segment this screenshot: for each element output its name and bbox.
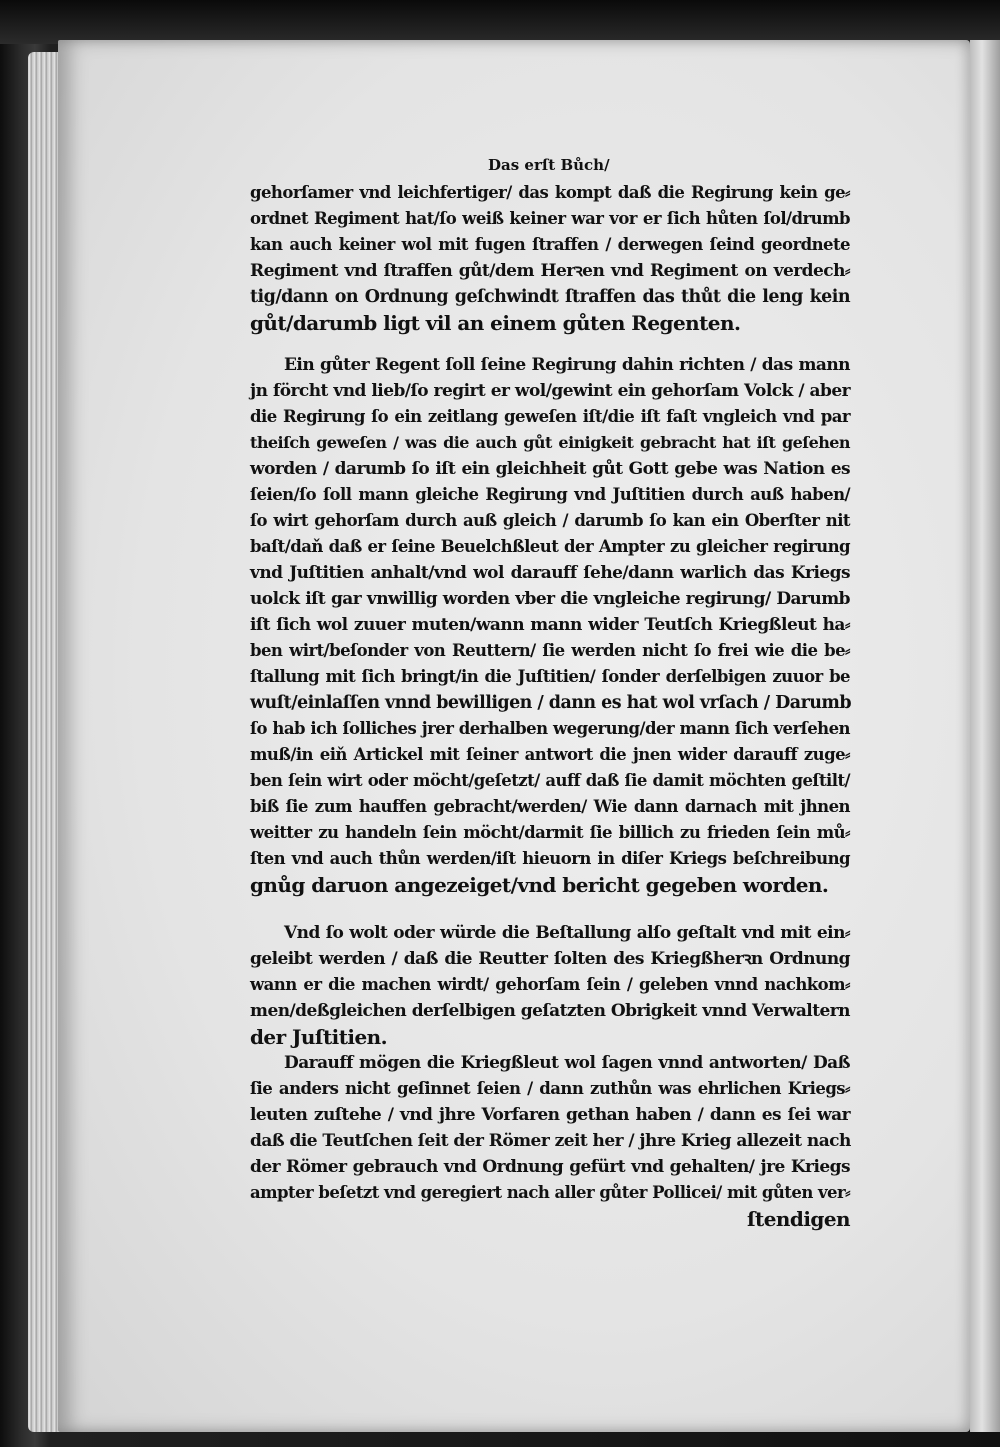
facing-page-edge <box>970 40 1000 1432</box>
text-line: ſeien/ſo ſoll mann gleiche Regirung vnd Juſtitien durch auß haben/ <box>250 485 850 504</box>
text-line: ſo hab ich ſolliches jrer derhalben wegerung/der mann ſich verſehen <box>250 719 850 738</box>
text-line: ſo wirt gehorſam durch auß gleich / darumb ſo kan ein Oberſter nit <box>250 511 850 530</box>
text-line: ordnet Regiment hat/ſo weiß keiner war vor er ſich hůten ſol/drumb <box>250 209 850 228</box>
text-line: gnůg daruon angezeiget/vnd bericht gegeben worden. <box>250 873 829 897</box>
catchword: ſtendigen <box>747 1207 850 1231</box>
text-line: weitter zu handeln ſein möcht/darmit ſie billich zu frieden ſein mů⸗ <box>250 823 850 842</box>
paragraph-1 <box>250 180 850 336</box>
text-line: geleibt werden / daß die Reutter ſolten des Kriegßherꝛn Ordnung <box>250 949 850 969</box>
text-line: Darauff mögen die Kriegßleut wol ſagen vnnd antworten/ Daß <box>284 1053 850 1073</box>
text-line: daß die Teutſchen ſeit der Römer zeit her / jhre Krieg allezeit nach <box>250 1131 851 1151</box>
text-line: jn förcht vnd lieb/ſo regirt er wol/gewint ein gehorſam Volck / aber <box>250 381 850 401</box>
text-line: ſten vnd auch thůn werden/iſt hieuorn in diſer Kriegs beſchreibung <box>250 849 850 868</box>
text-line: gehorſamer vnd leichfertiger/ das kompt daß die Regirung kein ge⸗ <box>250 183 850 202</box>
text-line: kan auch keiner wol mit fugen ſtraffen / derwegen ſeind geordnete <box>250 235 850 254</box>
text-line: wuſt/einlaſſen vnnd bewilligen / dann es hat wol vrſach / Darumb <box>250 693 852 713</box>
running-head: Das erſt Bůch/ <box>488 156 610 174</box>
paragraph-4 <box>250 1050 850 1232</box>
text-line: muß/in eiň Artickel mit ſeiner antwort die jnen wider darauff zuge⸗ <box>250 745 850 764</box>
text-line: leuten zuſtehe / vnd jhre Vorfaren gethan haben / dann es ſei war <box>250 1105 850 1125</box>
text-line: vnd Juſtitien anhalt/vnd wol darauff ſehe/dann warlich das Kriegs <box>250 563 850 583</box>
text-line: uolck iſt gar vnwillig worden vber die vngleiche regirung/ Darumb <box>250 589 850 609</box>
text-line: tig/dann on Ordnung geſchwindt ſtraffen das thůt die leng kein <box>250 287 850 307</box>
text-line: ſtallung mit ſich bringt/in die Juſtitien/ ſonder derſelbigen zuuor be <box>250 667 850 686</box>
text-line: wann er die machen wirdt/ gehorſam ſein / geleben vnnd nachkom⸗ <box>250 975 850 994</box>
text-line: ſie anders nicht geſinnet ſeien / dann zuthůn was ehrlichen Kriegs⸗ <box>250 1079 850 1098</box>
text-line: iſt ſich wol zuuer muten/wann mann wider Teutſch Kriegßleut ha⸗ <box>250 615 850 635</box>
paragraph-3 <box>250 920 850 1050</box>
text-line: Regiment vnd ſtraffen gůt/dem Herꝛen vnd Regiment on verdech⸗ <box>250 261 850 281</box>
text-line: men/deßgleichen derſelbigen geſatzten Obrigkeit vnnd Verwaltern <box>250 1001 850 1021</box>
text-line: Vnd ſo wolt oder würde die Beſtallung alſo geſtalt vnd mit ein⸗ <box>284 923 850 943</box>
text-line: biß ſie zum hauffen gebracht/werden/ Wie dann darnach mit jhnen <box>250 797 850 816</box>
paragraph-2 <box>250 352 850 898</box>
text-line: der Juſtitien. <box>250 1025 388 1049</box>
text-line: Ein gůter Regent ſoll ſeine Regirung dahin richten / das mann <box>284 355 850 375</box>
text-line: ampter beſetzt vnd geregiert nach aller gůter Pollicei/ mit gůten ver⸗ <box>250 1183 851 1202</box>
text-line: der Römer gebrauch vnd Ordnung gefürt vnd gehalten/ jre Kriegs <box>250 1157 850 1177</box>
text-line: die Regirung ſo ein zeitlang geweſen iſt/die iſt faſt vngleich vnd par <box>250 407 850 426</box>
scanner-bed-shadow <box>0 0 1000 44</box>
text-line: baſt/daň daß er ſeine Beuelchßleut der Ampter zu gleicher regirung <box>250 537 850 556</box>
text-line: worden / darumb ſo iſt ein gleichheit gůt Gott gebe was Nation es <box>250 459 850 479</box>
text-line: ben ſein wirt oder möcht/geſetzt/ auff daß ſie damit möchten geſtilt/ <box>250 771 850 790</box>
text-line: gůt/darumb ligt vil an einem gůten Regenten. <box>250 311 741 335</box>
text-line: theiſch geweſen / was die auch gůt einigkeit gebracht hat iſt geſehen <box>250 433 850 452</box>
text-line: ben wirt/beſonder von Reuttern/ ſie werden nicht ſo frei wie die be⸗ <box>250 641 850 660</box>
